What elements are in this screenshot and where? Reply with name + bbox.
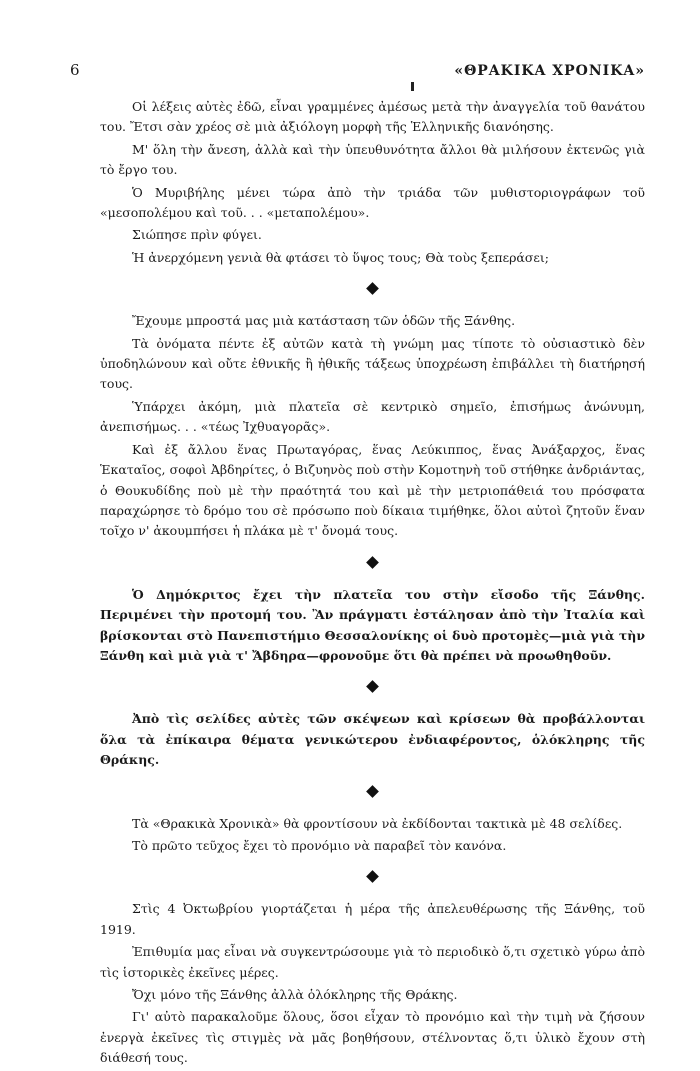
page-header (70, 57, 645, 79)
paragraph: Τὰ «Θρακικὰ Χρονικὰ» θὰ φροντίσουν νὰ ἐκδίδονται τακτικὰ μὲ 48 σελίδες. (132, 815, 623, 831)
paragraph: Ἔχουμε μπροστά μας μιὰ κατάσταση τῶν ὁδῶν τῆς Ξάνθης. (132, 313, 516, 329)
section-divider-diamond (366, 680, 379, 693)
article-section (100, 585, 645, 667)
section-divider-diamond (366, 871, 379, 884)
print-mark (411, 82, 414, 91)
paragraph: Καὶ ἐξ ἄλλου ἕνας Πρωταγόρας, ἕνας Λεύκιππος, ἕνας Ἀνάξαρχος, ἕνας Ἑκαταῖος, σοφοὶ Ἀβδηρίτες, ὁ Βιζυηνὸς ποὺ στὴν Κομοτηνὴ τοῦ στήθηκε ἀνδριάντας, ὁ Θουκυδίδης ποὺ μὲ τὴν πραότητά του καὶ μὲ τὴν μετριοπάθειά του πρόσφατα παραχώρησε τὸ δρόμο του σὲ πρόσωπο ποὺ δίκαια τιμήθηκε, ὅλοι αὐτοὶ ζητοῦν ἕναν τοῖχο ν' ἀκουμπήσει ἡ πλάκα μὲ τ' ὄνομά τους. (100, 441, 645, 539)
paragraph: Τὸ πρῶτο τεῦχος ἔχει τὸ προνόμιο νὰ παραβεῖ τὸν κανόνα. (132, 837, 507, 853)
page-number: 6 (70, 61, 80, 79)
paragraph: Γι' αὐτὸ παρακαλοῦμε ὅλους, ὅσοι εἶχαν τὸ προνόμιο καὶ τὴν τιμὴ νὰ ζήσουν ἐνεργὰ ἐκεῖνες τὶς στιγμὲς νὰ μᾶς βοηθήσουν, στέλνοντας ὅ,τι ὑλικὸ ἔχουν στὴ διάθεσή τους. (100, 1009, 645, 1066)
article-section (100, 97, 645, 268)
paragraph: Ὑπάρχει ἀκόμη, μιὰ πλατεῖα σὲ κεντρικὸ σημεῖο, ἐπισήμως ἀνώνυμη, ἀνεπισήμως. . . «τέως Ἰχθυαγορᾶς». (100, 398, 645, 435)
article-section (100, 311, 645, 541)
paragraph: Ὁ Μυριβήλης μένει τώρα ἀπὸ τὴν τριάδα τῶν μυθιστοριογράφων τοῦ «μεσοπολέμου καὶ τοῦ. . . «μεταπολέμου». (100, 184, 645, 221)
paragraph: Ὁ Δημόκριτος ἔχει τὴν πλατεῖα του στὴν εἴσοδο τῆς Ξάνθης. Περιμένει τὴν προτομή του. Ἂν πράγματι ἐστάλησαν ἀπὸ τὴν Ἰταλία καὶ βρίσκονται στὸ Πανεπιστήμιο Θεσσαλονίκης οἱ δυὸ προτομὲς—μιὰ γιὰ τὴν Ξάνθη καὶ μιὰ γιὰ τ' Ἄβδηρα—φρονοῦμε ὅτι θὰ πρέπει νὰ προωθηθοῦν. (100, 586, 645, 663)
article-body (100, 97, 645, 1071)
paragraph: Στὶς 4 Ὀκτωβρίου γιορτάζεται ἡ μέρα τῆς ἀπελευθέρωσης τῆς Ξάνθης, τοῦ 1919. (100, 901, 645, 937)
paragraph: Ἡ ἀνερχόμενη γενιὰ θὰ φτάσει τὸ ὕψος τους; Θὰ τοὺς ξεπεράσει; (132, 249, 549, 265)
article-section (100, 899, 645, 1068)
paragraph: Ἀπὸ τὶς σελίδες αὐτὲς τῶν σκέψεων καὶ κρίσεων θὰ προβάλλονται ὅλα τὰ ἐπίκαιρα θέματα γενικώτερου ἐνδιαφέροντος, ὁλόκληρης τῆς Θράκης. (100, 711, 645, 768)
section-divider-diamond (366, 556, 379, 569)
paragraph: Ἐπιθυμία μας εἶναι νὰ συγκεντρώσουμε γιὰ τὸ περιοδικὸ ὅ,τι σχετικὸ γύρω ἀπὸ τὶς ἱστορικὲς ἐκεῖνες μέρες. (100, 944, 645, 980)
section-divider-diamond (366, 785, 379, 798)
paragraph: Ὄχι μόνο τῆς Ξάνθης ἀλλὰ ὁλόκληρης τῆς Θράκης. (132, 987, 458, 1002)
paragraph: Τὰ ὀνόματα πέντε ἐξ αὐτῶν κατὰ τὴ γνώμη μας τίποτε τὸ οὐσιαστικὸ δὲν ὑποδηλώνουν καὶ οὔτε ἐθνικῆς ἢ ἠθικῆς τάξεως ὑποχρέωση ἐπιβάλλει τὴ διατήρησή τους. (100, 335, 645, 392)
section-divider-diamond (366, 282, 379, 295)
article-section (100, 814, 645, 857)
paragraph: Μ' ὅλη τὴν ἄνεση, ἀλλὰ καὶ τὴν ὑπευθυνότητα ἄλλοι θὰ μιλήσουν ἐκτενῶς γιὰ τὸ ἔργο του. (100, 141, 645, 178)
article-section (100, 709, 645, 770)
running-title: «ΘΡΑΚΙΚΑ ΧΡΟΝΙΚΑ» (454, 63, 645, 79)
paragraph: Σιώπησε πρὶν φύγει. (132, 227, 262, 243)
paragraph: Οἱ λέξεις αὐτὲς ἐδῶ, εἶναι γραμμένες ἀμέσως μετὰ τὴν ἀναγγελία τοῦ θανάτου του. Ἔτσι σὰν χρέος σὲ μιὰ ἀξιόλογη μορφὴ τῆς Ἑλληνικῆς διανόησης. (100, 99, 645, 135)
